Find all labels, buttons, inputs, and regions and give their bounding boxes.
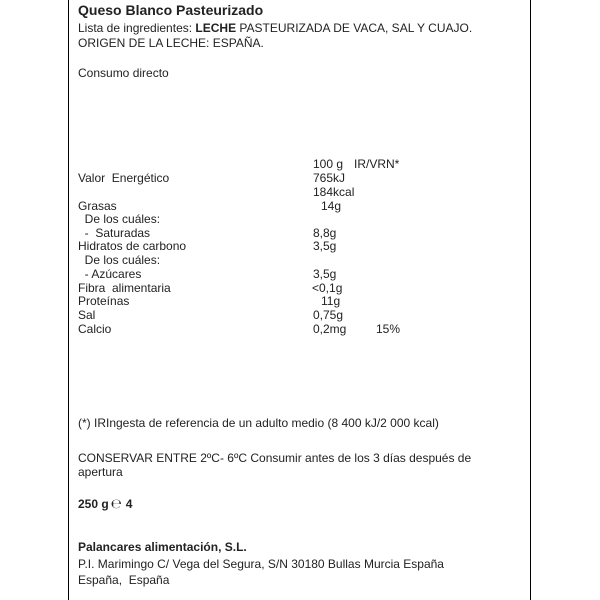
company-country: España, España (78, 573, 170, 587)
unit-count: 4 (125, 497, 133, 511)
nutrition-label: Hidratos de carbono (78, 239, 187, 253)
company-address: P.I. Marimingo C/ Vega del Segura, S/N 30180 Bullas Murcia España (78, 557, 444, 571)
nutrition-label: - Azúcares (78, 267, 142, 281)
ingredients-rest: PASTEURIZADA DE VACA, SAL Y CUAJO. (236, 21, 473, 35)
nutrition-label: De los cuáles: (78, 253, 161, 267)
nutrition-value: <0,1g (312, 281, 343, 295)
ingredients-prefix: Lista de ingredientes: (78, 21, 196, 35)
nutrition-label: Calcio (78, 322, 112, 336)
nutrition-value: 0,75g (313, 308, 344, 322)
nutrition-label: De los cuáles: (78, 212, 161, 226)
nutrition-label: Valor Energético (78, 171, 170, 185)
net-weight: 250 g (78, 497, 109, 511)
nutrition-label: Fibra alimentaria (78, 281, 171, 295)
nutrition-value: 184kcal (313, 185, 355, 199)
nutrition-label: Grasas (78, 199, 117, 213)
nutrition-value: 765kJ (313, 171, 346, 185)
nutrition-header-per: 100 g (313, 157, 344, 171)
nutrition-value: 0,2mg (313, 322, 347, 336)
nutrition-label: - Saturadas (78, 226, 151, 240)
nutrition-value: 11g (321, 294, 341, 308)
usage-line: Consumo directo (78, 66, 169, 80)
storage-line-1: CONSERVAR ENTRE 2ºC- 6ºC Consumir antes de los 3 días después de (78, 451, 472, 465)
footnote: (*) IRIngesta de referencia de un adulto medio (8 400 kJ/2 000 kcal) (78, 416, 439, 430)
nutrition-label: Proteínas (78, 294, 130, 308)
estimated-sign-icon: ℮ (110, 497, 122, 512)
nutrition-value: 8,8g (313, 226, 337, 240)
nutrition-value: 14g (321, 199, 342, 213)
product-title: Queso Blanco Pasteurizado (78, 2, 264, 18)
nutrition-header-ref: IR/VRN* (354, 157, 400, 171)
nutrition-value: 3,5g (313, 239, 337, 253)
quantity-line (78, 497, 132, 512)
company-name: Palancares alimentación, S.L. (78, 540, 247, 554)
origin-line: ORIGEN DE LA LECHE: ESPAÑA. (78, 36, 264, 50)
label-frame (68, 0, 531, 600)
ingredients-line (78, 21, 472, 35)
nutrition-label: Sal (78, 308, 96, 322)
allergen-leche: LECHE (195, 21, 237, 35)
storage-line-2: apertura (78, 465, 123, 479)
nutrition-value: 3,5g (313, 267, 337, 281)
nutrition-ref: 15% (376, 322, 401, 336)
